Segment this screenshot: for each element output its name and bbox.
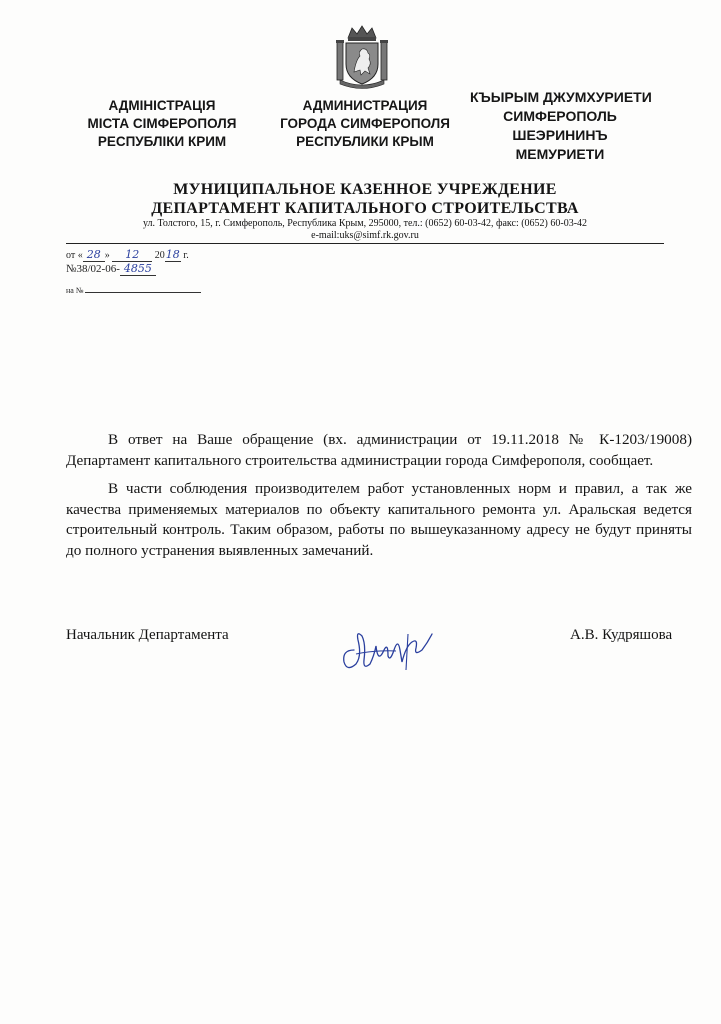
date-month: 12 bbox=[112, 248, 152, 262]
admin-crh-line-4: МЕМУРИЕТИ bbox=[515, 146, 605, 162]
administration-name-ukrainian bbox=[72, 97, 252, 151]
number-prefix: №38/02-06- bbox=[66, 263, 120, 275]
date-year-suffix: 18 bbox=[165, 248, 180, 261]
crimea-coat-of-arms-icon bbox=[334, 24, 390, 90]
na-prefix: на № bbox=[66, 286, 84, 295]
organization-title bbox=[80, 180, 650, 218]
admin-crh-line-1: КЪЫРЫМ ДЖУМХУРИЕТИ bbox=[470, 89, 652, 105]
reference-number-blank bbox=[85, 284, 201, 293]
date-year-prefix: 20 bbox=[154, 250, 165, 261]
admin-crh-line-2: СИМФЕРОПОЛЬ bbox=[503, 108, 617, 124]
date-mid: » bbox=[104, 250, 110, 261]
date-prefix: от « bbox=[66, 250, 83, 261]
address-line: ул. Толстого, 15, г. Симферополь, Республика Крым, 295000, тел.: (0652) 60-03-42, факс: (0652) 60-03-42 bbox=[142, 218, 588, 229]
date-day: 28 bbox=[83, 248, 105, 262]
organization-address bbox=[80, 218, 650, 242]
body-paragraph-2: В части соблюдения производителем работ установленных норм и правил, а так же качества применяемых материалов по объекту капитального ремонта ул. Аральская ведется строительный контроль. Таким образом, работы по вышеуказанному адресу не будут приняты до полного устранения выявленных замечаний. bbox=[66, 480, 692, 559]
handwritten-signature bbox=[336, 620, 442, 676]
number-value: 4855 bbox=[120, 262, 156, 276]
reference-number bbox=[66, 284, 201, 295]
admin-ua-line-1: АДМІНІСТРАЦІЯ bbox=[108, 98, 216, 113]
registration-date bbox=[66, 248, 189, 262]
body-paragraph-1: В ответ на Ваше обращение (вх. администрации от 19.11.2018 № К-1203/19008) Департамент капитального строительства администрации города Симферополя, сообщает. bbox=[66, 431, 692, 469]
email-line: e-mail:uks@simf.rk.gov.ru bbox=[311, 230, 419, 241]
header-divider bbox=[66, 243, 664, 244]
admin-crh-line-3: ШЕЭРИНИНЪ bbox=[512, 127, 608, 143]
administration-name-crimean-tatar bbox=[470, 88, 650, 164]
registration-number bbox=[66, 262, 156, 276]
organization-title-line-1: МУНИЦИПАЛЬНОЕ КАЗЕННОЕ УЧРЕЖДЕНИЕ bbox=[173, 181, 557, 198]
signer-name: А.В. Кудряшова bbox=[570, 627, 673, 643]
admin-ru-line-1: АДМИНИСТРАЦИЯ bbox=[302, 98, 428, 113]
organization-title-line-2: ДЕПАРТАМЕНТ КАПИТАЛЬНОГО СТРОИТЕЛЬСТВА bbox=[151, 200, 579, 217]
signer-title: Начальник Департамента bbox=[66, 627, 229, 643]
admin-ua-line-2: МІСТА СІМФЕРОПОЛЯ bbox=[87, 116, 237, 131]
date-suffix: г. bbox=[183, 250, 189, 261]
admin-ru-line-3: РЕСПУБЛИКИ КРЫМ bbox=[296, 134, 434, 149]
letter-body bbox=[66, 430, 692, 569]
admin-ru-line-2: ГОРОДА СИМФЕРОПОЛЯ bbox=[280, 116, 450, 131]
administration-name-russian bbox=[262, 97, 468, 151]
admin-ua-line-3: РЕСПУБЛІКИ КРИМ bbox=[97, 134, 227, 149]
